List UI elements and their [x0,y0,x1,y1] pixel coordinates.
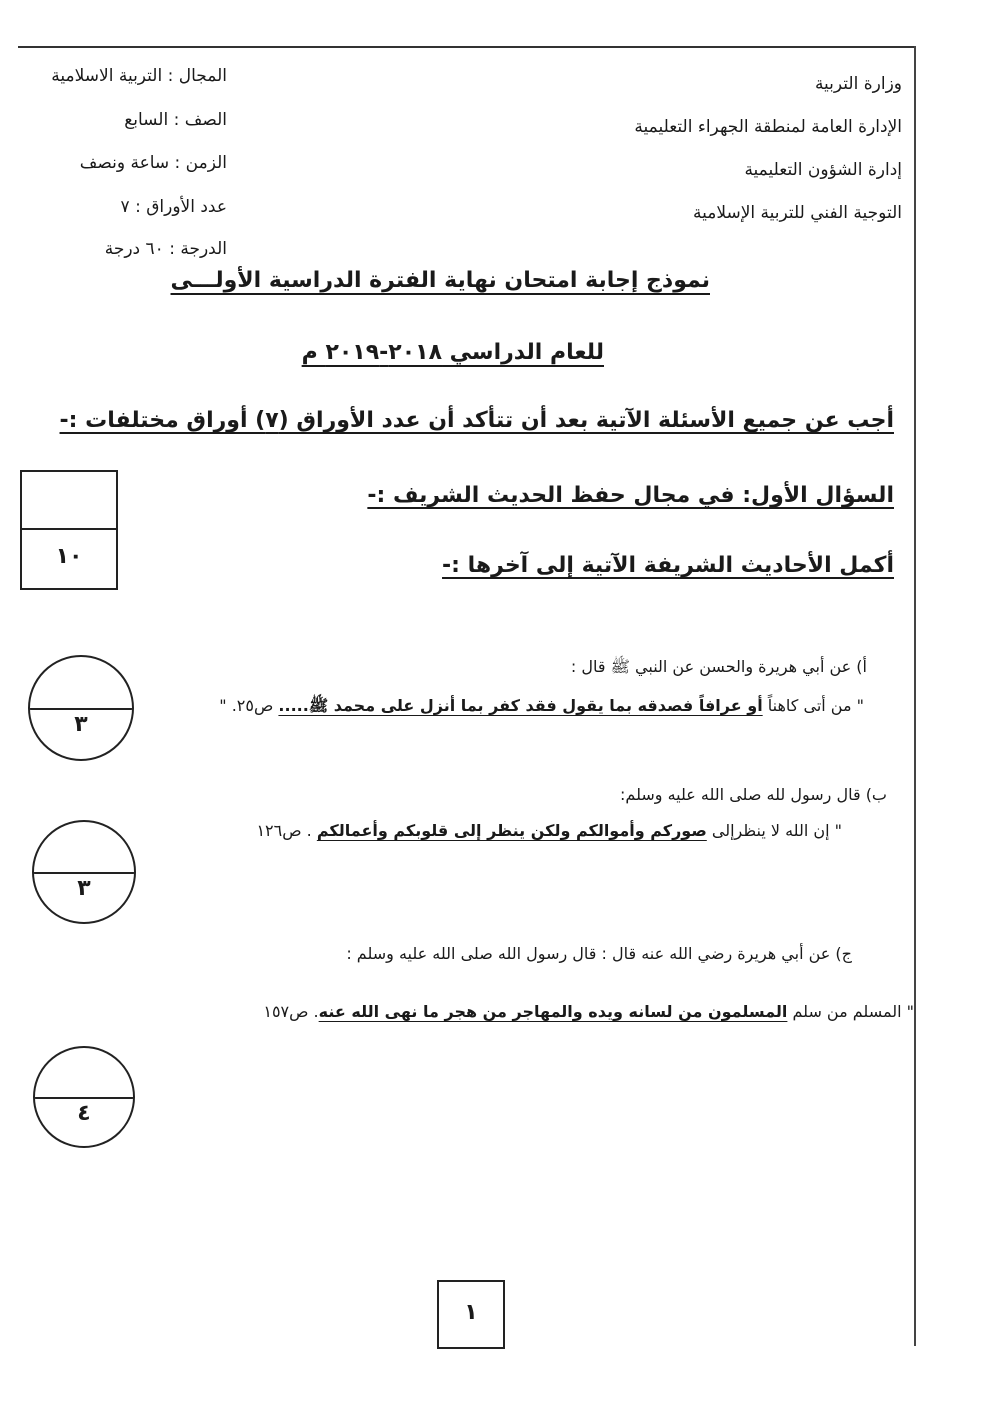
hadith-c-score: ٤ [77,1100,91,1126]
hadith-b-open: " إن الله لا ينظرإلى [706,821,842,840]
question-heading [367,483,894,508]
pages-field: عدد الأوراق : ٧ [120,197,227,217]
hadith-a-text [219,696,864,719]
general-instruction: أجب عن جميع الأسئلة الآتية بعد أن تتأكد أن عدد الأوراق (٧) أوراق مختلفات :- [59,408,894,433]
hadith-a-answer: أو عرافاً فصدقه بما يقول فقد كفر بما أنزل على محمد ﷺ..... [278,696,763,715]
grade-field: الصف : السابع [124,110,227,130]
hadith-a-open: " من أتى كاهناً [762,696,864,715]
hadith-c-ref: . ص١٥٧ [263,1002,319,1021]
ministry-name: وزارة التربية [814,74,902,94]
hadith-c-open: " المسلم من سلم [787,1002,914,1021]
hadith-c-answer: المسلمون من لسانه ويده والمهاجر من هجر ما نهى الله عنه [318,1002,788,1021]
hadith-b-text [256,821,842,840]
academic-year: للعام الدراسي ٢٠١٨-٢٠١٩ م [301,340,604,365]
question-subtitle: أكمل الأحاديث الشريفة الآتية إلى آخرها :- [442,553,894,578]
hadith-a-score-circle [28,655,134,761]
score-field: الدرجة : ٦٠ درجة [104,239,227,259]
question-label: السؤال الأول [751,483,894,508]
hadith-c-intro: ج) عن أبي هريرة رضي الله عنه قال : قال رسول الله صلى الله عليه وسلم : [346,944,852,963]
page-number: ١ [464,1300,478,1325]
subject-field: المجال : التربية الاسلامية [51,66,227,86]
time-field: الزمن : ساعة ونصف [79,153,227,173]
department-name: إدارة الشؤون التعليمية [744,160,902,180]
hadith-b-intro: ب) قال رسول لله صلى الله عليه وسلم: [620,785,887,804]
directorate-name: الإدارة العامة لمنطقة الجهراء التعليمية [634,117,902,137]
hadith-b-answer: صوركم وأموالكم ولكن ينظر إلى قلوبكم وأعمالكم [316,821,707,840]
question-topic: : في مجال حفظ الحديث الشريف :- [367,483,752,508]
page-frame-right [914,46,916,1346]
hadith-a-intro: أ) عن أبي هريرة والحسن عن النبي ﷺ قال : [570,657,867,676]
question-total-score: ١٠ [55,544,83,569]
hadith-b-ref: . ص١٢٦ [256,821,317,840]
hadith-c-score-circle [33,1046,135,1148]
question-score-box [20,470,118,590]
page-frame-top [18,46,915,48]
page-number-box [437,1280,505,1349]
hadith-b-score-circle [32,820,136,924]
hadith-c-text [263,1002,914,1021]
exam-title: نموذج إجابة امتحان نهاية الفترة الدراسية الأولـــى [170,268,710,293]
hadith-a-score: ٣ [74,712,88,738]
supervision-name: التوجية الفني للتربية الإسلامية [692,203,902,223]
hadith-b-score: ٣ [77,876,91,901]
score-box-divider [22,528,116,530]
hadith-a-ref: ص٢٥. " [219,696,279,715]
